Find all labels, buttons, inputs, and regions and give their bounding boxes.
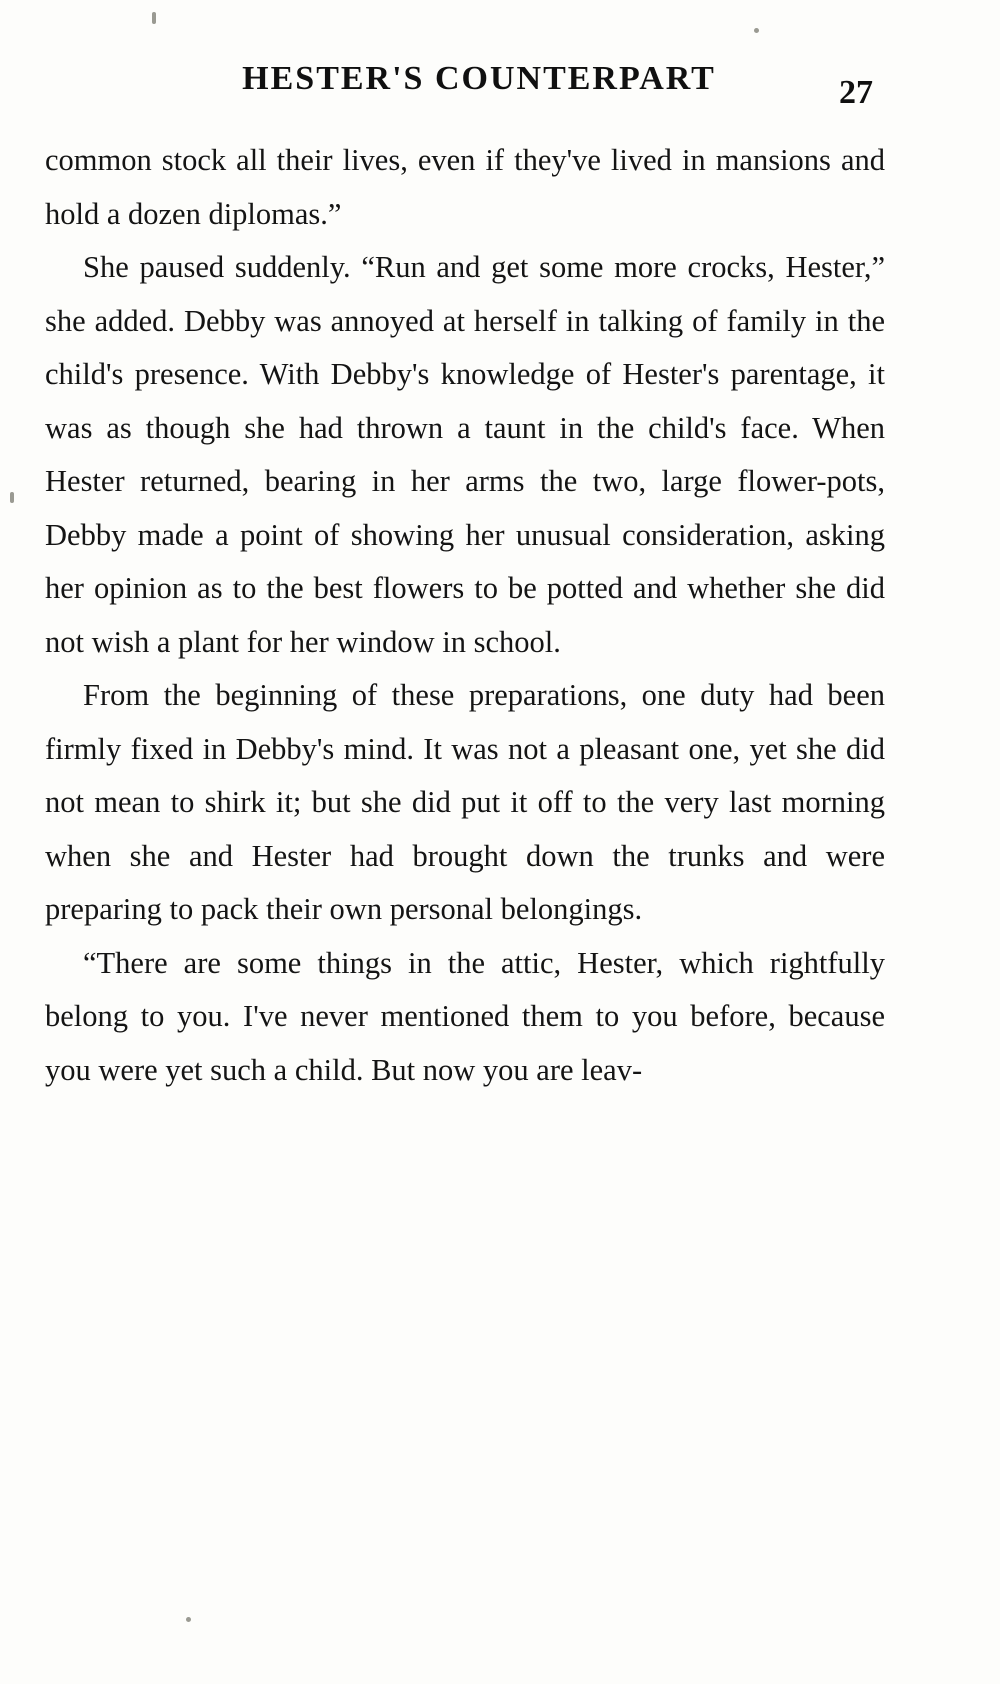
page-number: 27 (839, 74, 873, 111)
running-title: HESTER'S COUNTERPART (242, 60, 716, 97)
page-content (45, 60, 885, 1097)
paragraph: From the beginning of these preparations, one duty had been firmly fixed in Debby's mind. It was not a pleasant one, yet she did not mean to shirk it; but she did put it off to the very last morning when she and Hester had brought down the trunks and were preparing to pack their own personal belongings. (45, 678, 885, 926)
body-text (45, 134, 885, 1097)
running-head (45, 60, 885, 112)
paper-speck (152, 12, 156, 24)
paragraph: common stock all their lives, even if they've lived in mansions and hold a dozen diplomas.” (45, 143, 885, 231)
paper-speck (186, 1617, 191, 1622)
paragraph: She paused suddenly. “Run and get some more crocks, Hester,” she added. Debby was annoyed at herself in talking of family in the child's presence. With Debby's knowledge of Hester's parentage, it was as though she had thrown a taunt in the child's face. When Hester returned, bearing in her arms the two, large flower-pots, Debby made a point of showing her unusual consideration, asking her opinion as to the best flowers to be potted and whether she did not wish a plant for her window in school. (45, 250, 885, 659)
paragraph: “There are some things in the attic, Hester, which rightfully belong to you. I've never mentioned them to you before, because you were yet such a child. But now you are leav- (45, 945, 885, 1087)
paper-speck (754, 28, 759, 33)
paper-speck (10, 492, 14, 503)
